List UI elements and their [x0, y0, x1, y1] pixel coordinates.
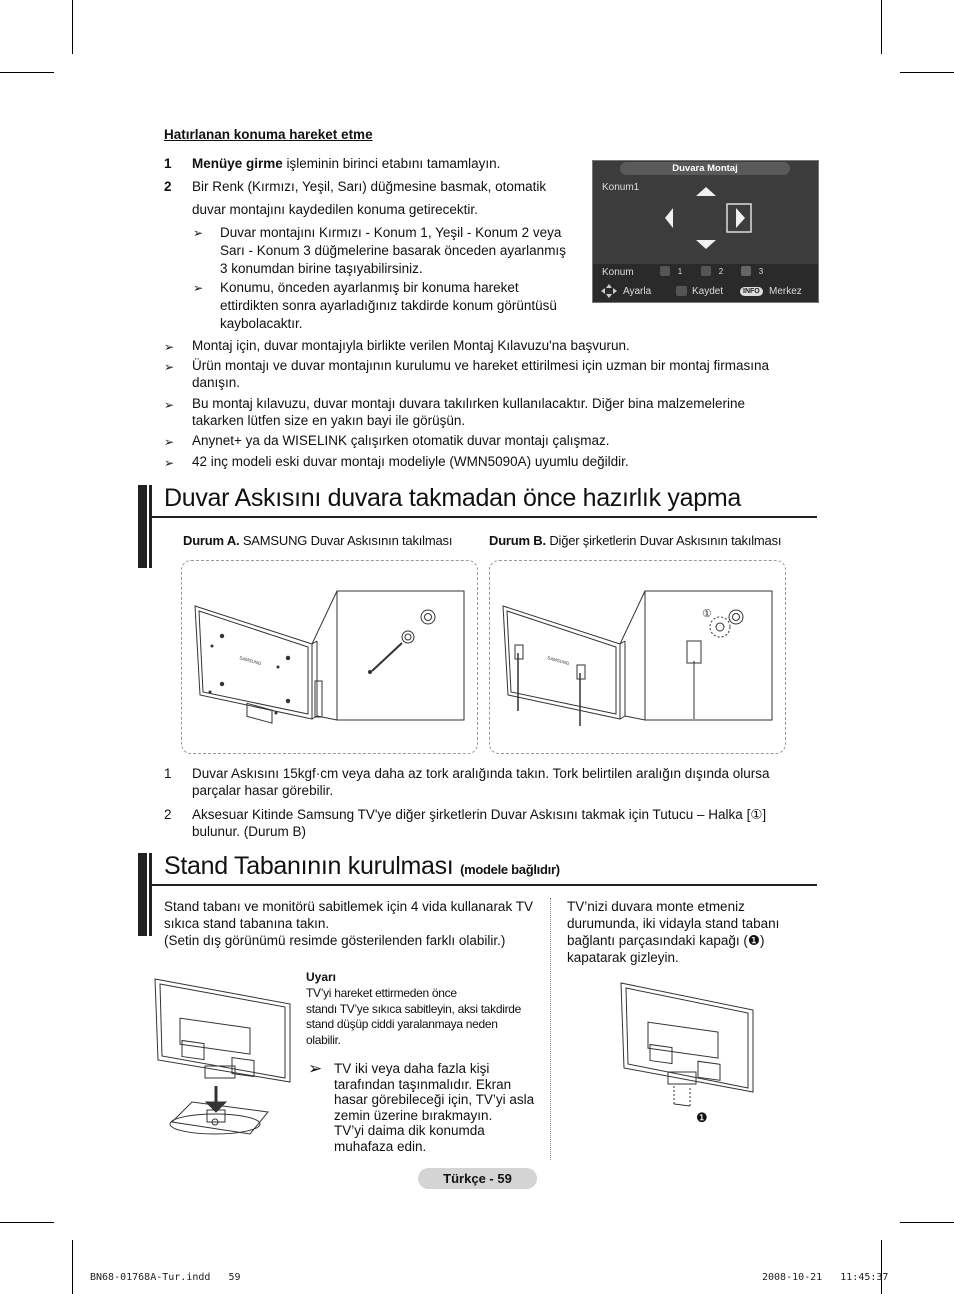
ring-marker: ①	[702, 607, 712, 620]
stand-assembly-illustration	[150, 974, 300, 1146]
line: zemin üzerine bırakmayın.	[334, 1107, 493, 1123]
crop-mark	[900, 72, 954, 73]
section-title-suffix: (modele bağlıdır)	[460, 862, 560, 877]
note-arrow-icon: ➢	[193, 281, 204, 295]
tv-back-wall-mount-illustration	[182, 561, 477, 753]
case-label-bold: Durum B.	[489, 533, 546, 548]
osd-slot-1[interactable]	[660, 266, 682, 277]
step-text: Bir Renk (Kırmızı, Yeşil, Sarı) düğmesine basmak, otomatik	[192, 179, 547, 194]
step-text	[192, 155, 500, 172]
line: olabilir.	[306, 1032, 341, 1047]
section-title-main: Stand Tabanının kurulması	[164, 852, 454, 880]
section-rule	[152, 884, 817, 886]
line: parçalar hasar görebilir.	[192, 783, 334, 798]
note-arrow-icon: ➢	[193, 226, 204, 240]
section-marker	[138, 485, 147, 568]
list-number: 2	[164, 807, 172, 822]
step-rest: işleminin birinci etabını tamamlayın.	[282, 156, 501, 171]
osd-konum-label: Konum	[602, 267, 634, 278]
note-arrow-icon: ➢	[164, 435, 175, 449]
line: 3 konumdan birine taşıyabilirsiniz.	[220, 261, 423, 276]
crop-mark	[881, 0, 882, 54]
line: muhafaza edin.	[334, 1138, 427, 1154]
osd-slot-3[interactable]	[741, 266, 763, 277]
save-button-icon	[676, 286, 687, 296]
step-bold: Menüye girme	[192, 156, 283, 171]
stand-hide-instructions	[567, 898, 779, 966]
carry-tip	[334, 1061, 534, 1154]
footer-timestamp: 2008-10-21 11:45:37	[762, 1272, 889, 1283]
brand-logo: SAMSUNG	[238, 655, 262, 667]
crop-mark	[72, 0, 73, 54]
line: bağlantı parçasındaki kapağı (❶)	[567, 933, 765, 948]
line: Duvar montajını Kırmızı - Konum 1, Yeşil - Konum 2 veya	[220, 225, 562, 240]
line: TV iki veya daha fazla kişi	[334, 1061, 490, 1076]
line: takarken lütfen size en yakın bayi ile görüşün.	[192, 413, 466, 428]
osd-position-label: Konum1	[602, 182, 640, 193]
line: Stand tabanı ve monitörü sabitlemek için 4 vida kullanarak TV	[164, 899, 533, 914]
case-a-label	[183, 533, 452, 548]
list-item	[192, 806, 766, 840]
line: danışın.	[192, 375, 241, 390]
line: TV’yi daima dik konumda	[334, 1123, 485, 1138]
line: ettirdikten sonra ayarladığınız takdirde konum görüntüsü	[220, 298, 557, 313]
line: Bu montaj kılavuzu, duvar montajı duvara takılırken kullanılacaktır. Diğer bina malzemelerine	[192, 396, 746, 411]
note	[192, 357, 769, 391]
line: kapatarak gizleyin.	[567, 950, 679, 965]
slot-number: 2	[718, 267, 724, 276]
slot-number: 3	[758, 267, 764, 276]
note-arrow-icon: ➢	[164, 398, 175, 412]
note: 42 inç modeli eski duvar montajı modeliyle (WMN5090A) uyumlu değildir.	[192, 454, 629, 469]
line: stand düşüp ciddi yaralanmaya neden	[306, 1017, 498, 1031]
line: Konumu, önceden ayarlanmış bir konuma hareket	[220, 280, 519, 295]
note-arrow-icon: ➢	[308, 1059, 323, 1078]
section-title	[164, 852, 560, 881]
illustration-case-b	[489, 560, 786, 754]
osd-nav-ayarla: Ayarla	[623, 286, 652, 297]
info-badge: INFO	[740, 287, 763, 296]
note	[192, 395, 745, 429]
tv-back-wall-mount-illustration	[490, 561, 785, 753]
section-marker	[138, 853, 147, 936]
list-number: 1	[164, 766, 172, 781]
line: sıkıca stand tabanına takın.	[164, 916, 330, 931]
sub-note	[220, 279, 557, 332]
osd-title: Duvara Montaj	[620, 162, 790, 175]
osd-slot-2[interactable]	[701, 266, 723, 277]
step-text: duvar montajını kaydedilen konuma getirecektir.	[192, 202, 478, 217]
osd-nav-kaydet: Kaydet	[692, 286, 724, 297]
line: Ürün montajı ve duvar montajının kurulumu ve hareket ettirilmesi için uzman bir montaj firmasına	[192, 358, 769, 373]
crop-mark	[0, 72, 54, 73]
page-number-badge: Türkçe - 59	[418, 1168, 537, 1189]
move-arrows-icon	[601, 284, 617, 298]
line: tarafından taşınmalıdır. Ekran	[334, 1076, 512, 1092]
line: Duvar Askısını 15kgf·cm veya daha az tork aralığında takın. Tork belirtilen aralığın dışında olursa	[192, 766, 770, 781]
section-title: Duvar Askısını duvara takmadan önce hazırlık yapma	[164, 484, 741, 512]
column-divider	[550, 898, 551, 1160]
sub-note	[220, 224, 566, 277]
section-marker	[149, 853, 152, 936]
note-arrow-icon: ➢	[164, 360, 175, 374]
section-rule	[152, 516, 817, 518]
cover-callout: ❶	[696, 1110, 708, 1125]
section-marker	[149, 485, 152, 568]
line: (Setin dış görünümü resimde gösterilenden farklı olabilir.)	[164, 933, 506, 948]
line: kaybolacaktır.	[220, 316, 303, 331]
line: hasar görebileceği için, TV’yi asla	[334, 1092, 535, 1107]
brand-logo: SAMSUNG	[546, 655, 570, 667]
warning-text	[306, 986, 521, 1048]
crop-mark	[881, 1240, 882, 1294]
stand-instructions	[164, 898, 533, 949]
osd-wall-mount-menu	[592, 160, 819, 303]
step-number: 2	[164, 179, 172, 194]
step-number: 1	[164, 156, 172, 171]
line: standı TV’ye sıkıca sabitleyin, aksi takdirde	[306, 1001, 522, 1016]
case-label-bold: Durum A.	[183, 533, 240, 548]
list-item	[192, 765, 770, 799]
line: TV’yi hareket ettirmeden önce	[306, 986, 457, 1000]
crop-mark	[0, 1222, 54, 1223]
osd-nav-merkez: Merkez	[769, 286, 802, 297]
line: durumunda, iki vidayla stand tabanı	[567, 916, 780, 931]
footer-filename: BN68-01768A-Tur.indd 59	[90, 1272, 241, 1283]
line: bulunur. (Durum B)	[192, 824, 307, 839]
note-arrow-icon: ➢	[164, 340, 175, 354]
note: Anynet+ ya da WISELINK çalışırken otomatik duvar montajı çalışmaz.	[192, 433, 610, 448]
warning-title: Uyarı	[306, 970, 337, 984]
note-arrow-icon: ➢	[164, 456, 175, 470]
slot-number: 1	[677, 267, 683, 276]
case-label-text: SAMSUNG Duvar Askısının takılması	[239, 533, 453, 548]
line: Sarı - Konum 3 düğmelerine basarak önceden ayarlanmış	[220, 243, 566, 258]
note: Montaj için, duvar montajıyla birlikte verilen Montaj Kılavuzu'na başvurun.	[192, 338, 630, 353]
crop-mark	[900, 1222, 954, 1223]
stand-cover-illustration	[618, 980, 758, 1132]
case-label-text: Diğer şirketlerin Duvar Askısının takılması	[545, 533, 782, 548]
illustration-case-a	[181, 560, 478, 754]
line: Aksesuar Kitinde Samsung TV'ye diğer şirketlerin Duvar Askısını takmak için Tutucu – Halka [①]	[192, 807, 767, 822]
section-heading: Hatırlanan konuma hareket etme	[164, 127, 373, 142]
direction-pad-icon	[659, 183, 759, 253]
line: TV’nizi duvara monte etmeniz	[567, 899, 745, 914]
case-b-label	[489, 533, 781, 548]
crop-mark	[72, 1240, 73, 1294]
